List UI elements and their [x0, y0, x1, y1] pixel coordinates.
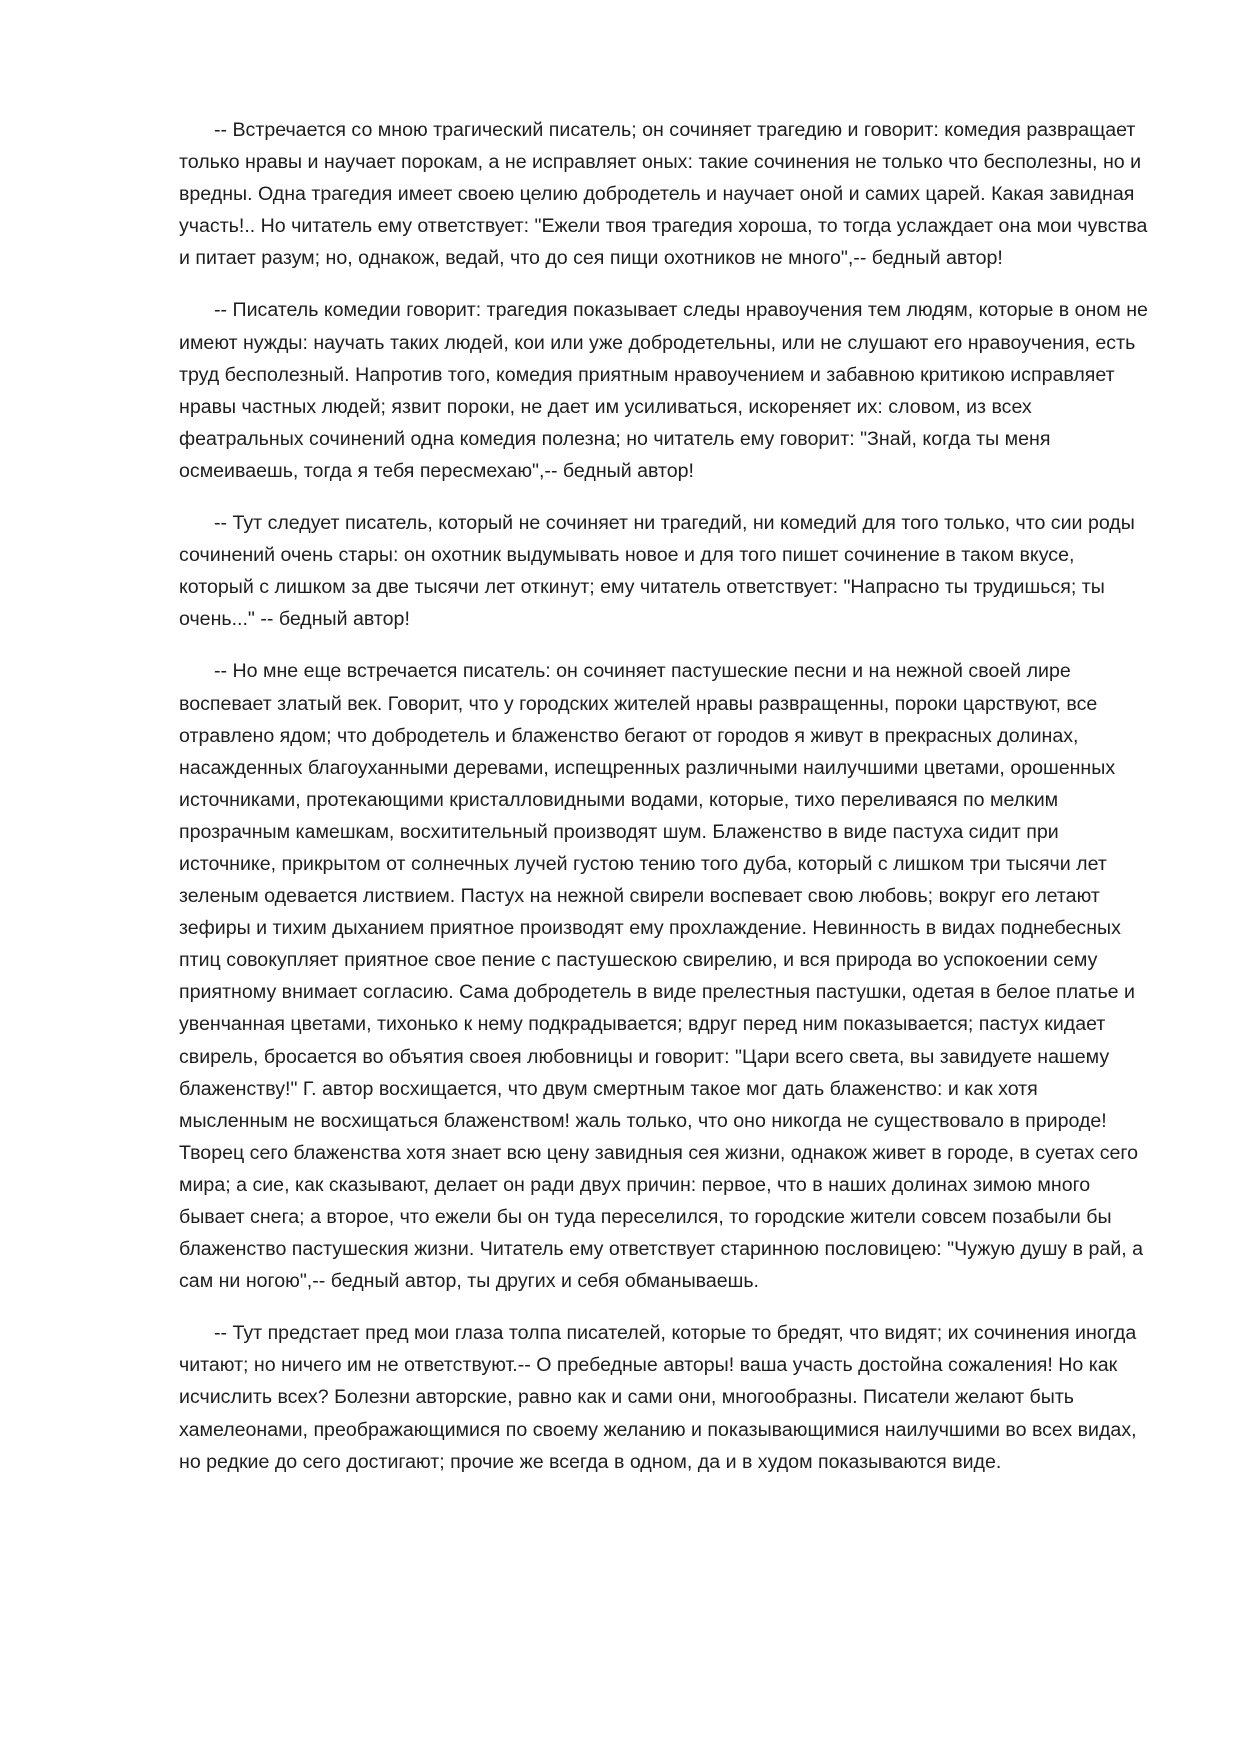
- paragraph-4: -- Но мне еще встречается писатель: он сочиняет пастушеские песни и на нежной своей лире воспевает златый век. Говорит, что у городских жителей нравы развращенны, пороки царствуют, все отравлено ядом; что добродетель и блаженство бегают от городов я живут в прекрасных долинах, насажденных благоуханными деревами, испещренных различными наилучшими цветами, орошенных источниками, протекающими кристалловидными водами, которые, тихо переливаяся по мелким прозрачным камешкам, восхитительный производят шум. Блаженство в виде пастуха сидит при источнике, прикрытом от солнечных лучей густою тению того дуба, который с лишком три тысячи лет зеленым одевается листвием. Пастух на нежной свирели воспевает свою любовь; вокруг его летают зефиры и тихим дыханием приятное производят ему прохлаждение. Невинность в видах поднебесных птиц совокупляет приятное свое пение с пастушескою свирелию, и вся природа во успокоении сему приятному внимает согласию. Сама добродетель в виде прелестныя пастушки, одетая в белое платье и увенчанная цветами, тихонько к нему подкрадывается; вдруг перед ним показывается; пастух кидает свирель, бросается во объятия своея любовницы и говорит: "Цари всего света, вы завидуете нашему блаженству!" Г. автор восхищается, что двум смертным такое мог дать блаженство: и как хотя мысленным не восхищаться блаженством! жаль только, что оно никогда не существовало в природе! Творец сего блаженства хотя знает всю цену завидныя сея жизни, однакож живет в городе, в суетах сего мира; а сие, как сказывают, делает он ради двух причин: первое, что в наших долинах зимою много бывает снега; а второе, что ежели бы он туда переселился, то городские жители совсем позабыли бы блаженство пастушеския жизни. Читатель ему ответствует старинною пословицею: "Чужую душу в рай, а сам ни ногою",-- бедный автор, ты других и себя обманываешь.: [179, 660, 1144, 1293]
- paragraph-2: -- Писатель комедии говорит: трагедия показывает следы нравоучения тем людям, которые в оном не имеют нужды: научать таких людей, кои или уже добродетельны, или не слушают его нравоучения, есть труд бесполезный. Напротив того, комедия приятным нравоучением и забавною критикою исправляет нравы частных людей; язвит пороки, не дает им усиливаться, искореняет их: словом, из всех феатральных сочинений одна комедия полезна; но читатель ему говорит: "Знай, когда ты меня осмеиваешь, тогда я тебя пересмехаю",-- бедный автор!: [179, 299, 1148, 482]
- paragraph-5: -- Тут предстает пред мои глаза толпа писателей, которые то бредят, что видят; их сочинения иногда читают; но ничего им не ответствуют.-- О пребедные авторы! ваша участь достойна сожаления! Но как исчислить всех? Болезни авторские, равно как и сами они, многообразны. Писатели желают быть хамелеонами, преображающимися по своему желанию и показывающимися наилучшими во всех видах, но редкие до сего достигают; прочие же всегда в одном, да и в худом показываются виде.: [179, 1322, 1137, 1473]
- paragraph-3: -- Тут следует писатель, который не сочиняет ни трагедий, ни комедий для того только, что сии роды сочинений очень стары: он охотник выдумывать новое и для того пишет сочинение в таком вкусе, который с лишком за две тысячи лет откинут; ему читатель ответствует: "Напрасно ты трудишься; ты очень..." -- бедный автор!: [179, 512, 1135, 631]
- paragraph-1: -- Встречается со мною трагический писатель; он сочиняет трагедию и говорит: комедия развращает только нравы и научает порокам, а не исправляет оных: такие сочинения не только что бесполезны, но и вредны. Одна трагедия имеет своею целию добродетель и научает оной и самих царей. Какая завидная участь!.. Но читатель ему ответствует: "Ежели твоя трагедия хороша, то тогда услаждает она мои чувства и питает разум; но, однакож, ведай, что до сея пищи охотников не много",-- бедный автор!: [179, 119, 1148, 270]
- document-page: [179, 114, 1150, 1478]
